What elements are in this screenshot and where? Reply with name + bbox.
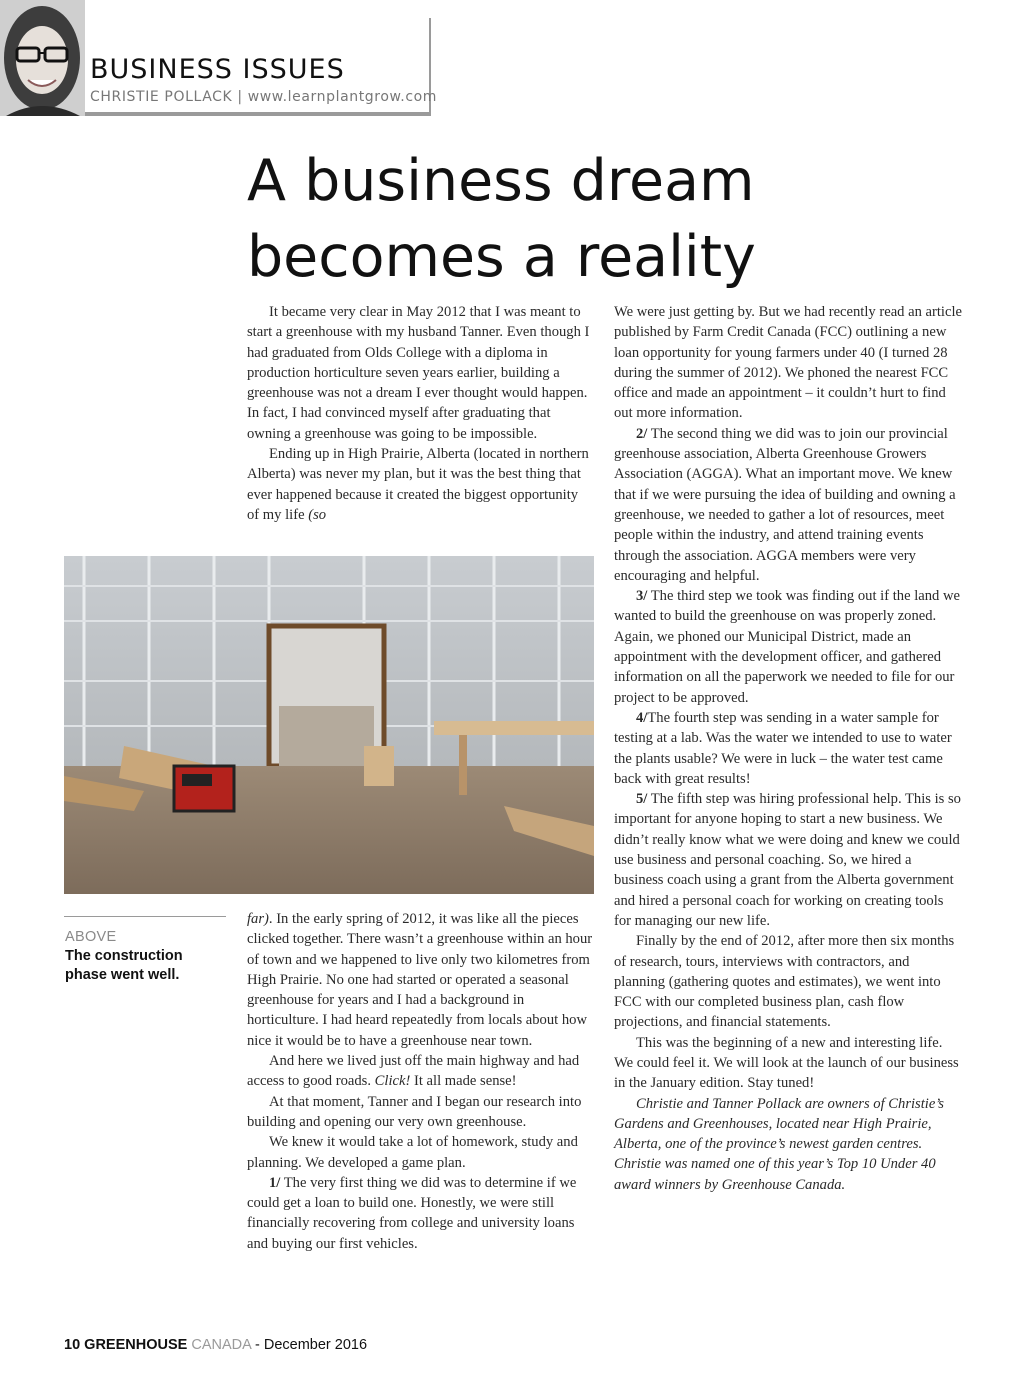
article-column-c: [614, 302, 964, 1195]
publication-name-suffix: CANADA: [191, 1337, 251, 1353]
paragraph: Finally by the end of 2012, after more then six months of research, tours, interviews with contractors, and planning (gathering quotes and estimates), we went into FCC with our completed business plan, cash flow projections, and financial statements.: [614, 933, 955, 1031]
headline-line-2: becomes a reality: [247, 224, 756, 290]
article-column-b: [247, 909, 593, 1254]
article-headline: [247, 143, 947, 295]
paragraph: 2/ The second thing we did was to join our provincial greenhouse association, Alberta Greenhouse Growers Association (AGGA). What an important move. We knew that if we were pursuing the idea of building and owning a greenhouse, we needed to gather a lot of resources, meet people within the industry, and attend training events through the association. AGGA members were very encouraging and helpful.: [614, 425, 956, 584]
paragraph: This was the beginning of a new and interesting life. We could feel it. We will look at the launch of our business in the January edition. Stay tuned!: [614, 1034, 959, 1092]
paragraph: 5/ The fifth step was hiring professional help. This is so important for anyone hoping to start a new business. We didn’t really know what we were doing and knew we could use business and personal coaching. So, we hired a business coach using a grant from the Alberta government and hired a personal coach for working on creating tools for managing our new life.: [614, 791, 961, 929]
paragraph: At that moment, Tanner and I began our research into building and opening our very own greenhouse.: [247, 1093, 582, 1130]
publication-name: GREENHOUSE: [84, 1337, 188, 1353]
paragraph: And here we lived just off the main highway and had access to good roads. Click! It all made sense!: [247, 1053, 580, 1090]
caption-label: ABOVE: [65, 929, 117, 945]
author-headshot: [0, 0, 85, 116]
photo-caption: The construction phase went well.: [65, 948, 183, 983]
headline-line-1: A business dream: [247, 148, 755, 214]
paragraph: 4/The fourth step was sending in a water sample for testing at a lab. Was the water we intended to use to water the plants usable? We were in luck – the water test came back with great results!: [614, 709, 952, 787]
article-column-a: [247, 302, 593, 525]
paragraph: We knew it would take a lot of homework, study and planning. We developed a game plan.: [247, 1134, 578, 1171]
author-byline: CHRISTIE POLLACK | www.learnplantgrow.com: [90, 89, 438, 105]
paragraph: It became very clear in May 2012 that I was meant to start a greenhouse with my husband Tanner. Even though I had graduated from Olds College with a diploma in production horticulture seven years earlier, building a greenhouse was not a dream I ever thought would happen. In fact, I had convinced myself after graduating that owning a greenhouse was going to be impossible.: [247, 304, 590, 442]
issue-date: - December 2016: [255, 1337, 368, 1353]
paragraph: far). In the early spring of 2012, it was like all the pieces clicked together. There wasn’t a greenhouse within an hour of town and we happened to live only two kilometres from High Prairie. No one had started or operated a seasonal greenhouse for years and I had a background in horticulture. I had heard repeatedly from locals about how nice it would be to have a greenhouse near town.: [247, 911, 593, 1049]
section-label: BUSINESS ISSUES: [90, 54, 345, 85]
author-bio: Christie and Tanner Pollack are owners of Christie’s Gardens and Greenhouses, located near High Prairie, Alberta, one of the province’s newest garden centres. Christie was named one of this year’s Top 10 Under 40 award winners by Greenhouse Canada.: [614, 1095, 944, 1193]
paragraph: Ending up in High Prairie, Alberta (located in northern Alberta) was never my plan, but it was the best thing that ever happened because it created the biggest opportunity of my life (so: [247, 446, 589, 523]
paragraph: We were just getting by. But we had recently read an article published by Farm Credit Canada (FCC) outlining a new loan opportunity for young farmers under 40 (I turned 28 during the summer of 2012). We phoned the nearest FCC office and made an appointment – it couldn’t hurt to find out more information.: [614, 304, 962, 422]
caption-divider: [64, 916, 226, 917]
greenhouse-construction-photo: [64, 556, 594, 894]
paragraph: 1/ The very first thing we did was to determine if we could get a loan to build one. Honestly, we were still financially recovering from college and university loans and buying our first vehicles.: [247, 1174, 577, 1252]
header-divider-horizontal: [85, 112, 431, 116]
page-footer: [64, 1337, 367, 1353]
page-number: 10: [64, 1337, 81, 1353]
paragraph: 3/ The third step we took was finding out if the land we wanted to build the greenhouse on was properly zoned. Again, we phoned our Municipal District, made an appointment with the development officer, and gathered information on all the paperwork we needed to file for our project to be approved.: [614, 588, 960, 706]
